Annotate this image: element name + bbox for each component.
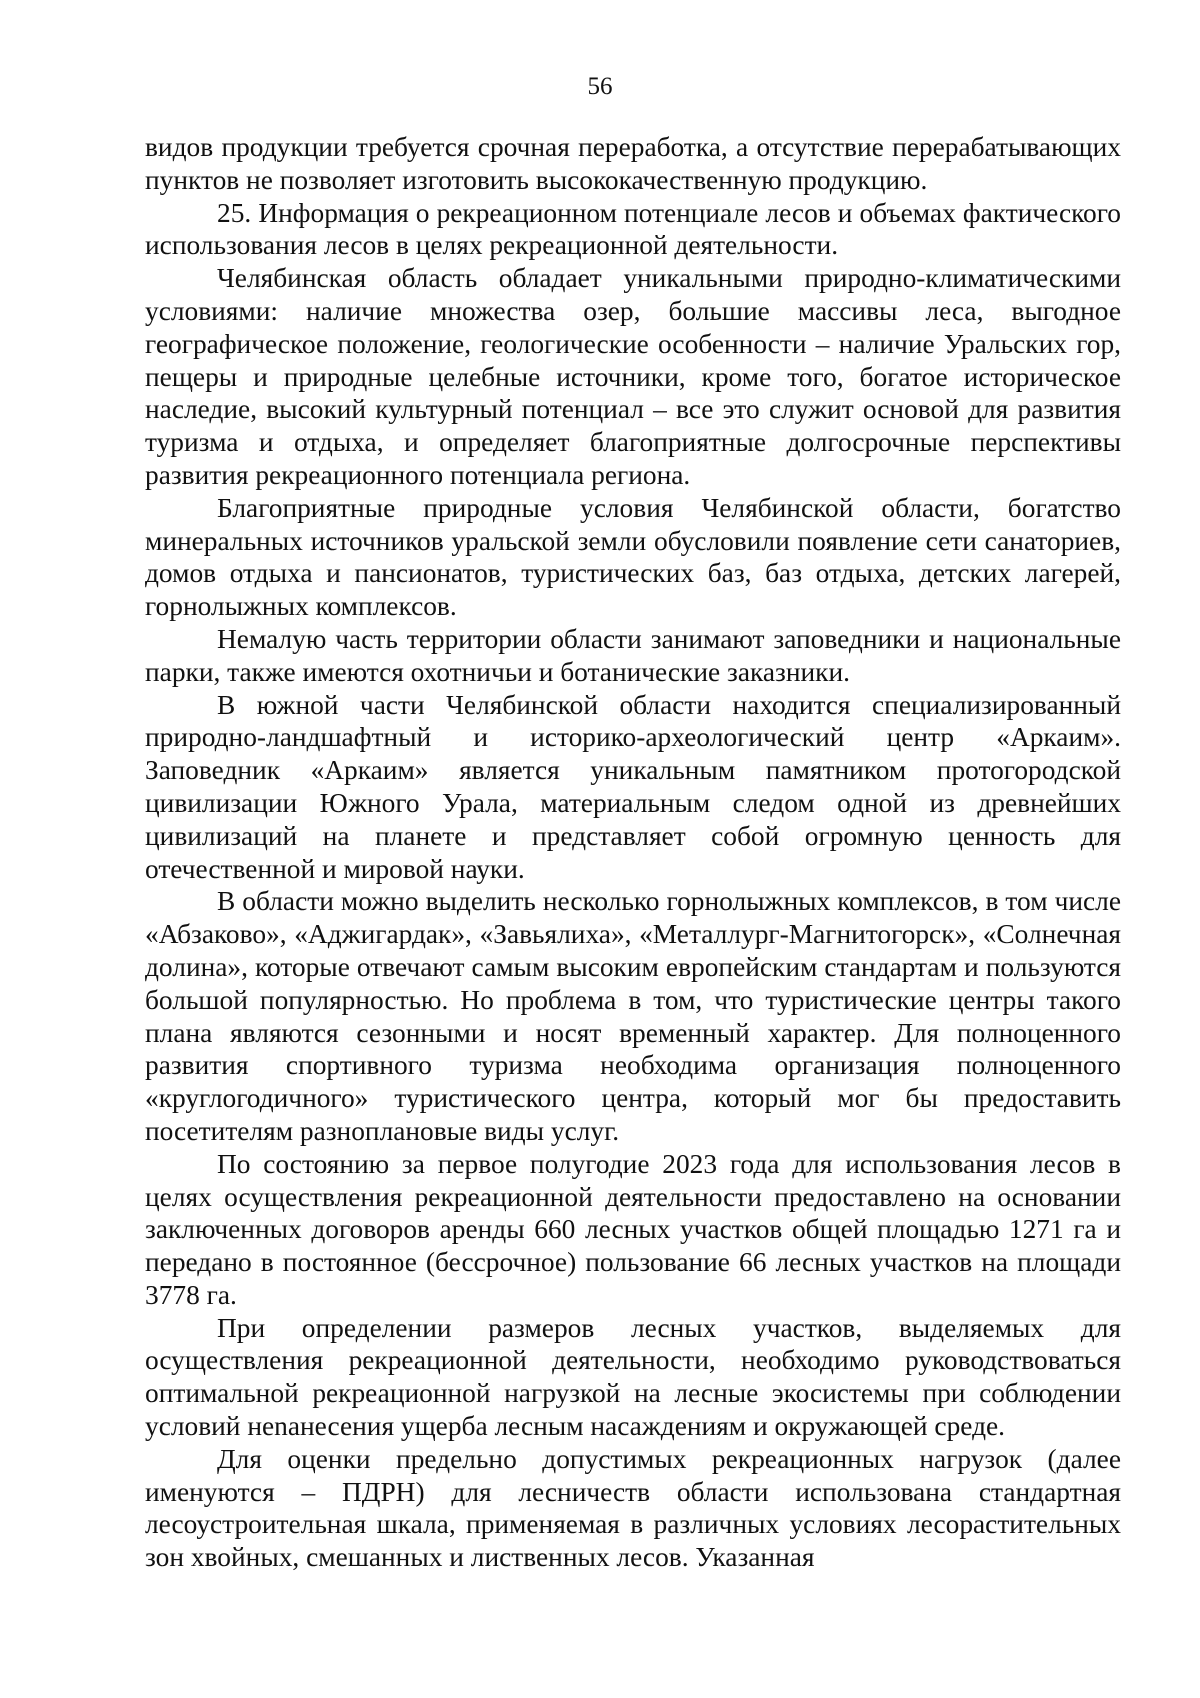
paragraph: Немалую часть территории области занимают заповедники и национальные парки, также имеются охотничьи и ботанические заказники. bbox=[145, 623, 1121, 687]
paragraph: При определении размеров лесных участков, выделяемых для осуществления рекреационной деятельности, необходимо руководствоваться оптимальной рекреационной нагрузкой на лесные экосистемы при соблюдении условий нenанесения ущерба лесным насаждениям и окружающей среде. bbox=[145, 1312, 1121, 1442]
paragraph: В южной части Челябинской области находится специализированный природно-ландшафтный и историко-археологический центр «Аркаим». Заповедник «Аркаим» является уникальным памятником протогородской цивилизации Южного Урала, материальным следом одной из древнейших цивилизаций на планете и представляет собой огромную ценность для отечественной и мировой науки. bbox=[145, 689, 1121, 884]
paragraph: В области можно выделить несколько горнолыжных комплексов, в том числе «Абзаково», «Аджигардак», «Завьялиха», «Металлург-Магнитогорск», «Солнечная долина», которые отвечают самым высоким европейским стандартам и пользуются большой популярностью. Но проблема в том, что туристические центры такого плана являются сезонными и носят временный характер. Для полноценного развития спортивного туризма необходима организация полноценного «круглогодичного» туристического центра, который мог бы предоставить посетителям разноплановые виды услуг. bbox=[145, 886, 1121, 1146]
paragraph-last: Для оценки предельно допустимых рекреационных нагрузок (далее именуются – ПДРН) для лесничеств области использована стандартная лесоустроительная шкала, применяемая в различных условиях лесорастительных зон хвойных, смешанных и лиственных лесов. Указанная bbox=[145, 1443, 1121, 1573]
paragraph-continuation: видов продукции требуется срочная переработка, а отсутствие перерабатывающих пунктов не позволяет изготовить высококачественную продукцию. bbox=[145, 132, 1121, 195]
paragraph-section-heading: 25. Информация о рекреационном потенциале лесов и объемах фактического использования лесов в целях рекреационной деятельности. bbox=[145, 197, 1121, 261]
page-number: 56 bbox=[587, 73, 613, 100]
document-body bbox=[145, 131, 1121, 1574]
paragraph: Челябинская область обладает уникальными природно-климатическими условиями: наличие множества озер, большие массивы леса, выгодное географическое положение, геологические особенности – наличие Уральских гор, пещеры и природные целебные источники, кроме того, богатое историческое наследие, высокий культурный потенциал – все это служит основой для развития туризма и отдыха, и определяет благоприятные долгосрочные перспективы развития рекреационного потенциала региона. bbox=[145, 263, 1121, 490]
paragraph: По состоянию за первое полугодие 2023 года для использования лесов в целях осуществления рекреационной деятельности предоставлено на основании заключенных договоров аренды 660 лесных участков общей площадью 1271 га и передано в постоянное (бессрочное) пользование 66 лесных участков на площади 3778 га. bbox=[145, 1148, 1121, 1310]
paragraph: Благоприятные природные условия Челябинской области, богатство минеральных источников уральской земли обусловили появление сети санаториев, домов отдыха и пансионатов, туристических баз, баз отдыха, детских лагерей, горнолыжных комплексов. bbox=[145, 492, 1121, 622]
